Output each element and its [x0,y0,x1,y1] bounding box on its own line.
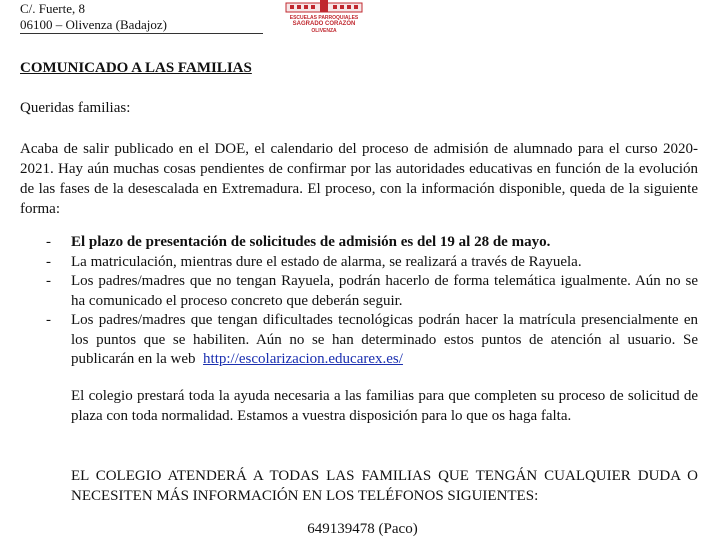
list-dash: - [46,254,51,270]
greeting: Queridas familias: [20,100,131,116]
notice-paragraph: EL COLEGIO ATENDERÁ A TODAS LAS FAMILIAS QUE TENGÁN CUALQUIER DUDA O NECESITEN MÁS INFORMACIÓN EN LOS TELÉFONOS SIGUIENTES: [71,468,698,504]
list-item-text: Los padres/madres que no tengan Rayuela, podrán hacerlo de forma telemática igualmente. Aún no se ha comunicado el proceso concreto que deberán seguir. [71,273,698,309]
school-building-icon [284,0,364,14]
address-line-2: 06100 – Olivenza (Badajoz) [20,17,167,32]
closing-paragraph: El colegio prestará toda la ayuda necesaria a las familias para que completen su proceso de solicitud de plaza con toda normalidad. Estamos a vuestra disposición para lo que os haga falta. [71,388,698,424]
list-item-text-wrap [71,311,698,370]
list-item-text: La matriculación, mientras dure el estado de alarma, se realizará a través de Rayuela. [71,254,582,270]
school-logo [284,0,364,34]
list-item-text: El plazo de presentación de solicitudes de admisión es del 19 al 28 de mayo. [71,234,551,250]
logo-text-2: SAGRADO CORAZÓN [292,21,356,27]
logo-text-3: OLIVENZA [311,28,337,34]
list-dash: - [46,312,51,328]
header-divider [20,33,263,34]
list-dash: - [46,234,51,250]
address-line-1: C/. Fuerte, 8 [20,1,85,16]
phone-number: 649139478 (Paco) [307,521,418,537]
intro-paragraph: Acaba de salir publicado en el DOE, el calendario del proceso de admisión de alumnado para el curso 2020-2021. Hay aún muchas cosas pendientes de confirmar por las autoridades educativas en función de la evolución de las fases de la desescalada en Extremadura. El proceso, con la información disponible, queda de la siguiente forma: [20,141,698,217]
educarex-link[interactable]: http://escolarizacion.educarex.es/ [203,351,403,367]
logo-text-1: ESCUELAS PARROQUIALES [289,15,359,21]
page-title: COMUNICADO A LAS FAMILIAS [20,60,252,76]
list-item-text: Los padres/madres que tengan dificultades tecnológicas podrán hacer la matrícula presencialmente en los puntos que se habiliten. Aún no se han determinado estos puntos de atención al usuario. Se publicarán en la web [71,312,698,367]
list-dash: - [46,273,51,289]
